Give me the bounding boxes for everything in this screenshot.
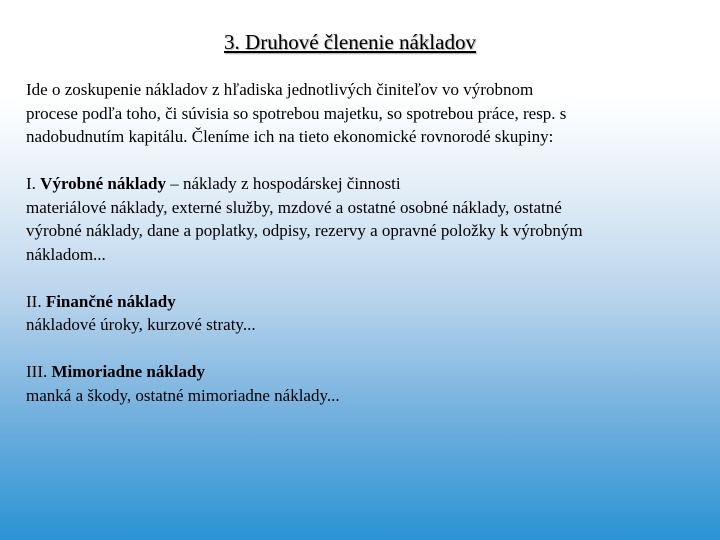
intro-paragraph	[26, 78, 706, 149]
section-numeral: II.	[26, 291, 42, 311]
section-numeral: III.	[26, 362, 48, 381]
section-line: výrobné náklady, dane a poplatky, odpisy, rezervy a opravné položky k výrobným	[26, 221, 583, 240]
section-title: Mimoriadne náklady	[51, 362, 205, 381]
section-line: materiálové náklady, externé služby, mzdové a ostatné osobné náklady, ostatné	[26, 197, 562, 217]
section-numeral: I.	[26, 174, 36, 193]
section-title: Finančné náklady	[45, 291, 176, 311]
intro-line: Ide o zoskupenie nákladov z hľadiska jednotlivých činiteľov vo výrobnom	[26, 80, 534, 99]
section-heading	[26, 360, 706, 384]
slide-body	[26, 78, 706, 431]
section-title: Výrobné náklady	[40, 174, 166, 193]
section-subtitle: – náklady z hospodárskej činnosti	[165, 174, 401, 193]
section-production-costs	[26, 172, 706, 266]
section-financial-costs	[26, 290, 706, 337]
section-extraordinary-costs	[26, 360, 706, 407]
section-line: manká a škody, ostatné mimoriadne náklady...	[26, 385, 340, 405]
intro-line: nadobudnutím kapitálu. Členíme ich na tieto ekonomické rovnorodé skupiny:	[26, 127, 554, 146]
slide-title: 3. Druhové členenie nákladov	[224, 30, 476, 54]
section-heading	[26, 172, 706, 196]
intro-line: procese podľa toho, či súvisia so spotrebou majetku, so spotrebou práce, resp. s	[26, 103, 567, 123]
section-line: nákladové úroky, kurzové straty...	[26, 315, 256, 334]
section-line: nákladom...	[26, 244, 106, 264]
section-heading	[26, 290, 706, 314]
